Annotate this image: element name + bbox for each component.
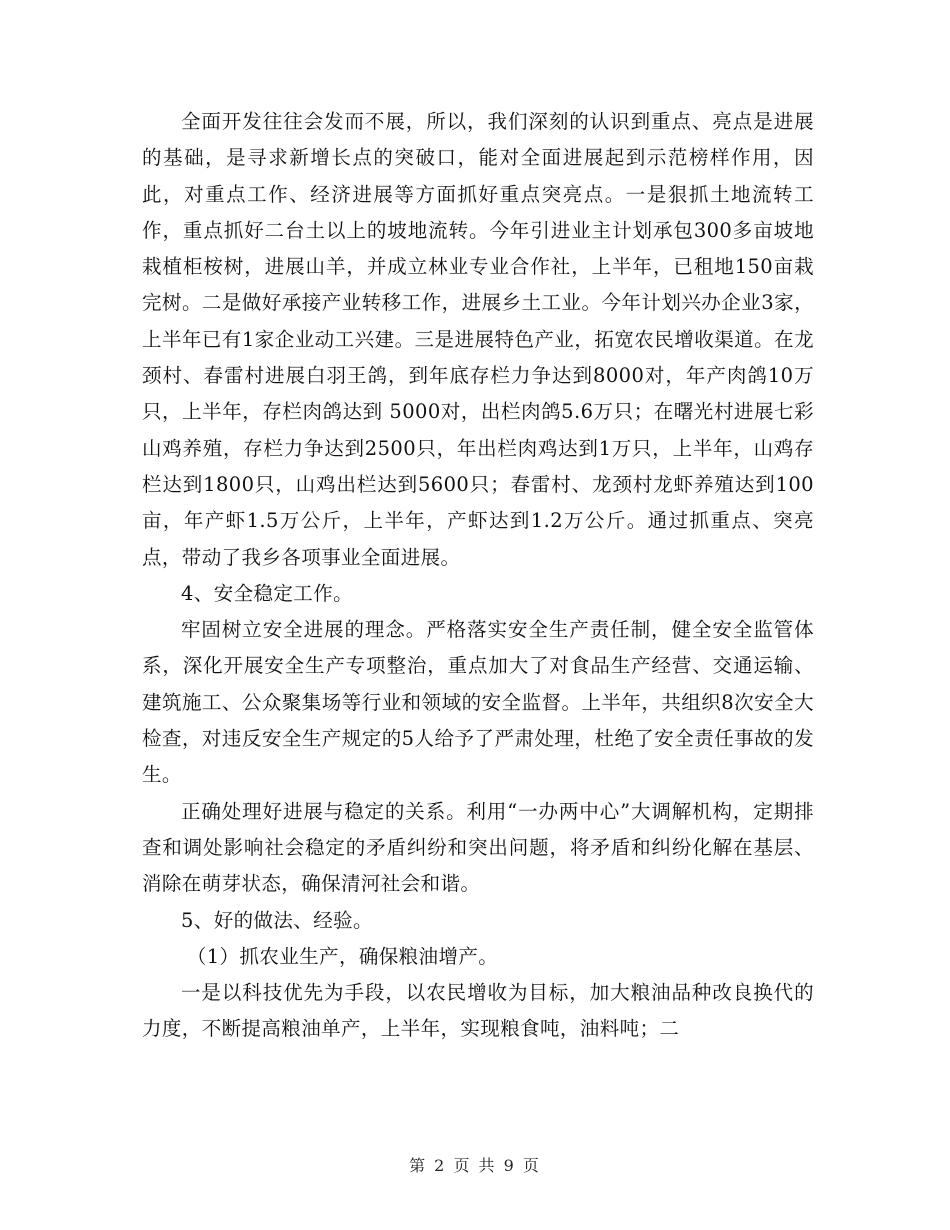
paragraph-development-stability: 正确处理好进展与稳定的关系。利用“一办两中心”大调解机构，定期排查和调处影响社会稳定的矛盾纠纷和突出问题，将矛盾和纠纷化解在基层、消除在萌芽状态，确保清河社会和谐。 (142, 799, 814, 896)
subheading-agriculture: （1）抓农业生产，确保粮油增产。 (186, 944, 499, 968)
heading-safety-stability: 4、安全稳定工作。 (181, 581, 354, 605)
document-body (142, 104, 814, 1048)
paragraph-agriculture: 一是以科技优先为手段，以农民增收为目标，加大粮油品种改良换代的力度，不断提高粮油单产，上半年，实现粮食吨，油料吨；二 (142, 981, 814, 1041)
paragraph-key-points: 全面开发往往会发而不展，所以，我们深刻的认识到重点、亮点是进展的基础，是寻求新增长点的突破口，能对全面进展起到示范榜样作用，因此，对重点工作、经济进展等方面抓好重点突亮点。一是狠抓土地流转工作，重点抓好二台土以上的坡地流转。今年引进业主计划承包300多亩坡地栽植柜桉树，进展山羊，并成立林业专业合作社，上半年，已租地150亩栽完树。二是做好承接产业转移工作，进展乡土工业。今年计划兴办企业3家，上半年已有1家企业动工兴建。三是进展特色产业，拓宽农民增收渠道。在龙颈村、春雷村进展白羽王鸽，到年底存栏力争达到8000对，年产肉鸽10万只，上半年，存栏肉鸽达到 5000对，出栏肉鸽5.6万只；在曙光村进展七彩山鸡养殖，存栏力争达到2500只，年出栏肉鸡达到1万只，上半年，山鸡存栏达到1800只，山鸡出栏达到5600只；春雷村、龙颈村龙虾养殖达到100亩，年产虾1.5万公斤，上半年，产虾达到1.2万公斤。通过抓重点、突亮点，带动了我乡各项事业全面进展。 (142, 110, 814, 569)
page-footer: 第 2 页 共 9 页 (409, 1156, 541, 1175)
paragraph-safety-development: 牢固树立安全进展的理念。严格落实安全生产责任制，健全安全监管体系，深化开展安全生产专项整治，重点加大了对食品生产经营、交通运输、建筑施工、公众聚集场等行业和领域的安全监督。上半年，共组织8次安全大检查，对违反安全生产规定的5人给予了严肃处理，杜绝了安全责任事故的发生。 (142, 618, 814, 787)
heading-good-practices: 5、好的做法、经验。 (181, 908, 373, 932)
